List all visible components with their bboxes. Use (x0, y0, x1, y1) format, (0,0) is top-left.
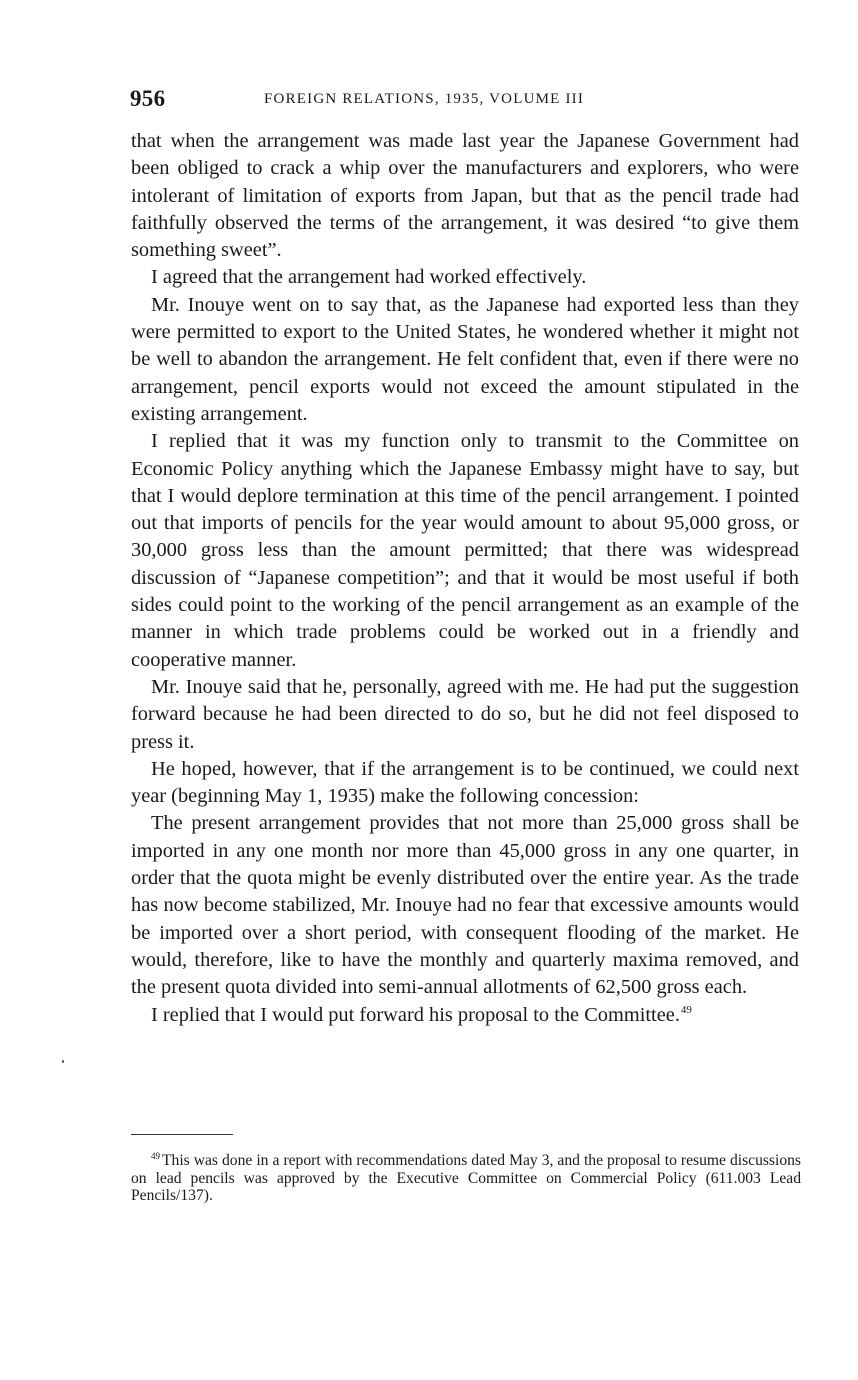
footnote-divider (131, 1134, 233, 1135)
paragraph-5: Mr. Inouye said that he, personally, agreed with me. He had put the suggestion forward because he had been directed to do so, but he did not feel disposed to press it. (131, 675, 799, 753)
footnote-reference[interactable]: 49 (680, 1003, 692, 1016)
paragraph-1: that when the arrangement was made last year the Japanese Government had been obliged to crack a whip over the manufacturers and explorers, who were intolerant of limitation of exports from Japan, but that as the pencil trade had faithfully observed the terms of the arrangement, it was desired “to give them something sweet”. (131, 130, 799, 262)
footnote (131, 1152, 801, 1205)
paragraph-3: Mr. Inouye went on to say that, as the Japanese had exported less than they were permitted to export to the United States, he wondered whether it might not be well to abandon the arrangement. He felt confident that, even if there were no arrangement, pencil exports would not exceed the amount stipulated in the existing arrangement. (131, 293, 799, 425)
footnote-number: 49 (151, 1150, 160, 1161)
scan-speck (62, 1060, 64, 1063)
paragraph-4: I replied that it was my function only to transmit to the Committee on Economic Policy anything which the Japanese Embassy might have to say, but that I would deplore termination at this time of the pencil arrangement. I pointed out that imports of pencils for the year would amount to about 95,000 gross, or 30,000 gross less than the amount permitted; that there was widespread discussion of “Japanese competition”; and that it would be most useful if both sides could point to the working of the pencil arrangement as an example of the manner in which trade problems could be worked out in a friendly and cooperative manner. (131, 430, 799, 671)
paragraph-6: He hoped, however, that if the arrangement is to be continued, we could next year (beginning May 1, 1935) make the following concession: (131, 757, 799, 808)
paragraph-8 (131, 1002, 799, 1029)
body-text (131, 128, 799, 1029)
footnote-text: This was done in a report with recommendations dated May 3, and the proposal to resume discussions on lead pencils was approved by the Executive Committee on Commercial Policy (611.003 Lead Pencils/137). (131, 1152, 801, 1204)
paragraph-2: I agreed that the arrangement had worked effectively. (151, 266, 587, 289)
paragraph-7: The present arrangement provides that not more than 25,000 gross shall be imported in any one month nor more than 45,000 gross in any one quarter, in order that the quota might be evenly distributed over the entire year. As the trade has now become stabilized, Mr. Inouye had no fear that excessive amounts would be imported over a short period, with consequent flooding of the market. He would, therefore, like to have the monthly and quarterly maxima removed, and the present quota divided into semi-annual allotments of 62,500 gross each. (131, 812, 799, 999)
paragraph-8-text: I replied that I would put forward his proposal to the Committee. (151, 1003, 680, 1026)
page-header (130, 86, 800, 116)
page-number: 956 (130, 86, 166, 111)
running-head: FOREIGN RELATIONS, 1935, VOLUME III (264, 91, 585, 107)
